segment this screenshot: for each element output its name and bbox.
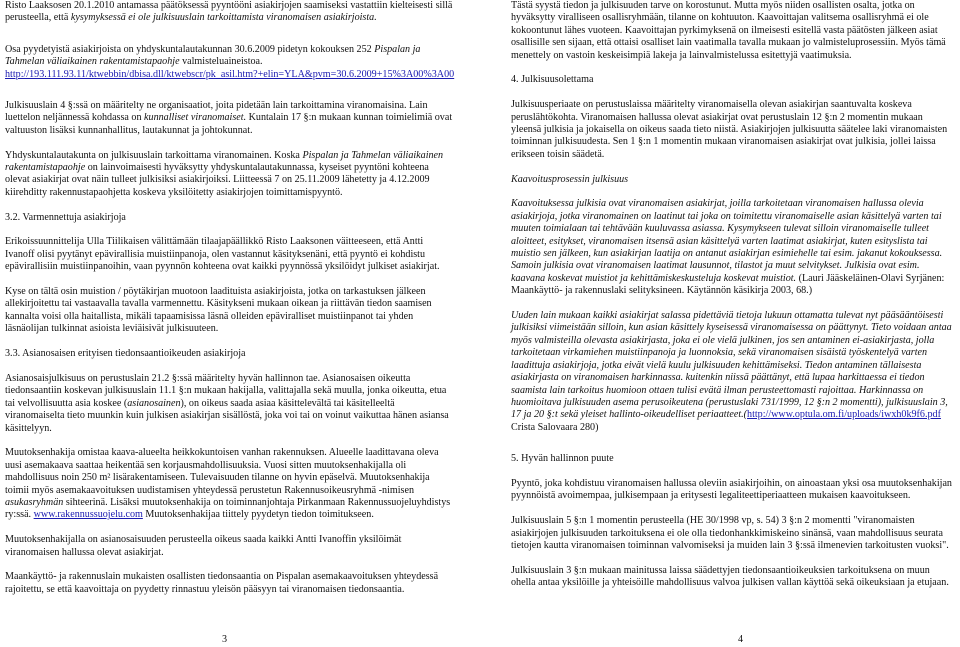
minutes-url-link[interactable]: http://193.111.93.11/ktwebbin/dbisa.dll/ktwebscr/pk_asil.htm?+elin=YLA&pvm=30.6.2009+15%3A00%3A00 [5,68,455,80]
intro-text: Risto Laaksosen 20.1.2010 antamassa päätöksessä pyyntööni asiakirjojen saamiseksi vastattiin kielteisesti sillä perusteella, että [5,0,453,24]
page-number-left: 3 [222,634,228,645]
uuden-lain-paragraph [511,310,955,434]
p6-italic: asianosainen [127,397,181,409]
osa-text-end: valmisteluaineistoa. [179,56,263,68]
p6-text-end: ), on oikeus saada asiaa käsittelevältä tai käsitelleeltä viranomaiselta tieto muunkin kuin julkisen asiakirjan sisällöstä, joka voi tai on voinut vaikuttaa hänen asiansa käsittelyyn. [5,397,449,434]
intro-italic: kysymyksessä ei ole julkisuuslain tarkoittamista viranomaisen asiakirjoista. [70,12,377,24]
asianosais-paragraph [5,373,455,435]
optula-pdf-link[interactable]: http://www.optula.om.fi/uploads/iwxh0k9f6.pdf [747,409,941,421]
p3-text: Yhdyskuntalautakunta on julkisuuslain tarkoittama viranomainen. Koska [5,149,303,161]
osa-text: Osa pyydetyistä asiakirjoista on yhdyskuntalautakunnan 30.6.2009 pidetyn kokouksen 252 [5,43,375,55]
p2-text: Julkisuuslain 4 §:ssä on määritelty ne organisaatiot, joita pidetään lain tarkoittamina viranomaisina. Lain luettelon neljännessä kohdassa on [5,100,428,124]
section-heading-3-3: 3.3. Asianosaisen erityisen tiedonsaantioikeuden asiakirjoja [5,348,246,360]
subheading-kaavoitusprosessi: Kaavoitusprosessin julkisuus [511,173,629,185]
muutoksenhakija-paragraph [5,447,455,521]
p3-italic: Kaavoituksessa julkisia ovat viranomaisen asiakirjat, joilla tarkoitetaan viranomaisen hallussa olevia asiakirjoja, jotka viranomainen on laatinut tai joka on toimitettu viranomaiselle asian käsittelyä varten tai muuten toimialaan tai tehtävään kuuluvassa asiassa. Kysymykseen tulevat silloin viranomaiselle tulleet aloitteet, esitykset, viranomaisen itsensä asian käsittelyä varten laatimat asiakirjat, kuten esityslista tai muistio sen jälkeen, kun asiakirjan laatija on antanut asiakirjan esimiehelle tai esim. jakanut kokouksessa. Samoin julkisia ovat viranomaisen laatimat lausunnot, tilastot ja muut selvitykset. Julkisia ovat esim. kaavana koskevat muistiot ja kehittämiskeskusteluja koskevat muistiot. [511,198,943,284]
tiedon-tarve-paragraph: Tästä syystä tiedon ja julkisuuden tarve on korostunut. Mutta myös niiden osallisten osalta, jotka on hyväksytty viralliseen osallisryhmään, tilanne on kohtuuton. Kaavoittajan valitsema osallisryhmä ei ole kokoontunut lähes vuoteen. Kaavoittajan pyrkimyksenä on ilmeisesti esitellä vasta päätösten jälkeen asiat osallisille sen sijaan, että ottaisi osalliset lain vaatimalla tavalla mukaan jo valmisteluprosessiin. Myös tämä menettely on vastoin keskeisimpiä lakeja ja lainvalmistelussa esitettyjä vaatimuksia. [511,0,946,61]
p7-text-mid: sihteerinä. Lisäksi muutoksenhakija on toiminnanjohtaja Pirkanmaan Rakennussuojeluyhdistys ry:ssä. [5,496,451,521]
p4-citation: Crista Salovaara 280) [511,421,599,433]
section-heading-4: 4. Julkisuusolettama [511,74,594,86]
pyynto-paragraph: Pyyntö, joka kohdistuu viranomaisen hallussa oleviin asiakirjoihin, on ainoastaan yksi osa muutoksenhakijan pyynnöistä avoimempaa, julkisempaan ja eritysesti legaliteettiperiaatteen mukaisen kaavoitukseen. [511,477,952,502]
page-number-right: 4 [738,634,744,645]
julkisuuslaki-paragraph [5,100,455,137]
rakennussuojelu-link[interactable]: www.rakennussuojelu.com [33,509,143,521]
julkisuuslaki-3-paragraph: Julkisuuslain 3 §:n mukaan mainitussa laissa säädettyjen tiedonsaantioikeuksien tarkoituksena on muun ohella antaa yksilöille ja yhteisöille mahdollisuus valvoa julkisen vallan käyttöä sekä oikeuksiaan ja etujaan. [511,564,949,589]
left-page-column [5,0,455,596]
kaavoitus-paragraph [511,198,955,297]
p2-italic: kunnalliset viranomaiset. [144,112,247,124]
p3-text-end: on lainvoimaisesti hyväksytty yhdyskuntalautakunnassa, kyseiset pyyntöni kohteena olevat asiakirjat ovat näin tulleet julkisiksi asiakirjoiksi. Liitteessä 7 on 25.11.2009 lähetetty ja 4.12.2009 kiirehditty rakennustapaohjetta koskeva yksilöitetty asiakirjojen toimittamispyyntö. [5,162,430,198]
section-heading-5: 5. Hyvän hallinnon puute [511,453,614,465]
varmennettuja-paragraph-2: Kyse on tältä osin muistion / pöytäkirjan muotoon laadituista asiakirjoista, jotka on tarkastuksen jälkeen allekirjoitettu tai vastaavalla tavalla varmennettu. Käsitykseni mukaan oikean ja riittävän tiedon saamisen kannalta voisi olla haitallista, mikäli tapaamisissa läsnä olleiden epäviralliset muistiinpanot tai yhden läsnäolijan tulkinnat asioista leviäisivät julkisuuteen. [5,286,432,335]
p6-text: Asianosaisjulkisuus on perustuslain 21.2 §:ssä määritelty hyvän hallinnon tae. Asianosaisen oikeutta tiedonsaantiin koskevan julkisuuslain 11.1 §:n mukaan hakijalla, valittajalla sekä muulla, jonka oikeutta, etua tai velvollisuutta asia koskee ( [5,372,447,409]
osa-italic: Pispalan ja Tahmelan väliaikainen rakentamistapaohje [5,43,421,68]
p7-text: Muutoksenhakija omistaa kaava-alueelta heikkokuntoisen vanhan rakennuksen. Alueelle laadittavana oleva uusi asemakaava saattaa heikentää sen korjausmahdollisuuksia. Vuosi sitten muutoksenhakijalla oli mahdollisuus noin 250 m² lisärakentamiseen. Tulevaisuuden tilanne on hyvin epäselvä. Muutoksenhakija toimii myös asemakaavoituksen uudistamisen yhteydessä perustetun Rakennusoikeusryhmä -nimisen [5,447,439,496]
p2-text-end: Kuntalain 17 §:n mukaan kunnan toimielimiä ovat valtuuston lisäksi kunnanhallitus, lautakunnat ja johtokunnat. [5,112,453,136]
varmennettuja-paragraph-1: Erikoissuunnittelija Ulla Tiilikaisen välittämään tilaajapäällikkö Risto Laaksonen väitteeseen, että Antti Ivanoff olisi pyytänyt epävirallisia muistiinpanoja, olen vastannut käsityksenäni, että pyyntö ei kohdistu epävirallisiin muistiinpanoihin, vaan pyynnön kohteena ovat kaikki pyynnössä yksilöidyt julkiset asiakirjat. [5,236,440,273]
p4-italic: Uuden lain mukaan kaikki asiakirjat salassa pidettäviä tietoja lukuun ottamatta tulevat nyt pääsääntöisesti julkisiksi viimeistään silloin, kun asian käsittely kyseisessä viranomaisessa on päättynyt. Tieto voidaan antaa myös valmisteilla olevasta asiakirjasta, joka ei ole vielä julkinen, jos sen antaminen ei-asiakirjasta, jolla tarkoitetaan virkamiehen muistiinpanoja ja luonnoksia, sekä viranomaisen sisäistä työskentelyä varten laadittuja asiakirjoja, jotka eivät vielä kuulu julkisuuden kehittämiseksi. Tiedon antaminen tällaisesta asiakirjasta on viranomaisen harkinnassa. kuitenkin niissä päättänyt, että lupaa harkittaessa ei tiedon saamista lain tarkoitus huomioon ottaen tulisi evätä ilman perusteettomasti rajoittaa. Harkinnassa on huomioitava julkisuuden asema perusoikeutena (perustuslaki 731/1999, 12 §:n 2 momentti), julkisuuslain 3, 17 ja 20 §:t sekä yleiset hallinto-oikeudelliset periaatteet.( [511,310,952,421]
julkisuusperiaate-paragraph: Julkisuusperiaate on perustuslaissa määritelty viranomaisella olevan asiakirjan saantuvalta koskeva peruslähtökohta. Viranomaisen hallussa olevat asiakirjat ovat perustuslain 12 §:n 2 momentin mukaan yleensä julkisia ja jokaisella on oikeus saada tieto niistä. Asiakirjojen julkisuutta säätelee laki viranomaisten toiminnan julkisuudesta. Sen 1 §:n 1 momentin mukaan viranomaisen asiakirjat ovat julkisia, jollei laissa erikseen toisin säädetä. [511,99,948,160]
oikeus-paragraph: Muutoksenhakijalla on asianosaisuuden perusteella oikeus saada kaikki Antti Ivanoffin yksilöimät viranomaisen hallussa olevat asiakirjat. [5,534,402,558]
osa-paragraph [5,44,455,81]
yhdyskuntalautakunta-paragraph [5,150,455,200]
p3-italic: Pispalan ja Tahmelan väliaikainen rakentamistapaohje [5,149,444,174]
p7-text-end: Muutoksenhakijaa tiittely pyydetyn tiedon toimitukseen. [142,509,374,521]
section-heading-3-2: 3.2. Varmennettuja asiakirjoja [5,211,126,223]
maankaytto-paragraph: Maankäyttö- ja rakennuslain mukaisten osallisten tiedonsaantia on Pispalan asemakaavoituksen yhteydessä rajoitettu, se että kaavoittaja on pyydetty rinnastuu yleisön pääsyyn tai viranomaisen tiedonsaantia. [5,571,439,595]
right-page-column [511,0,955,590]
p7-italic: asukasryhmän [5,496,64,508]
p3-citation: (Lauri Jääskeläinen-Olavi Syrjänen: Maankäyttö- ja rakennuslaki selityksineen. Käytännön käsikirja 2003, 68.) [511,272,945,297]
intro-paragraph [5,0,455,25]
julkisuuslaki-5-paragraph: Julkisuuslain 5 §:n 1 momentin perusteella (HE 30/1998 vp, s. 54) 3 §:n 2 momentti "viranomaisten asiakirjojen julkisuuden tarkoituksena ei ole olla tiedonhankkimiskeino sinänsä, vaan mahdollisuus seurata tietojen kautta viranomaisen toiminnan valvomiseksi ja muiden lain 3 §:ssä ilmenevien tarkoitusten vuoksi". [511,515,949,551]
